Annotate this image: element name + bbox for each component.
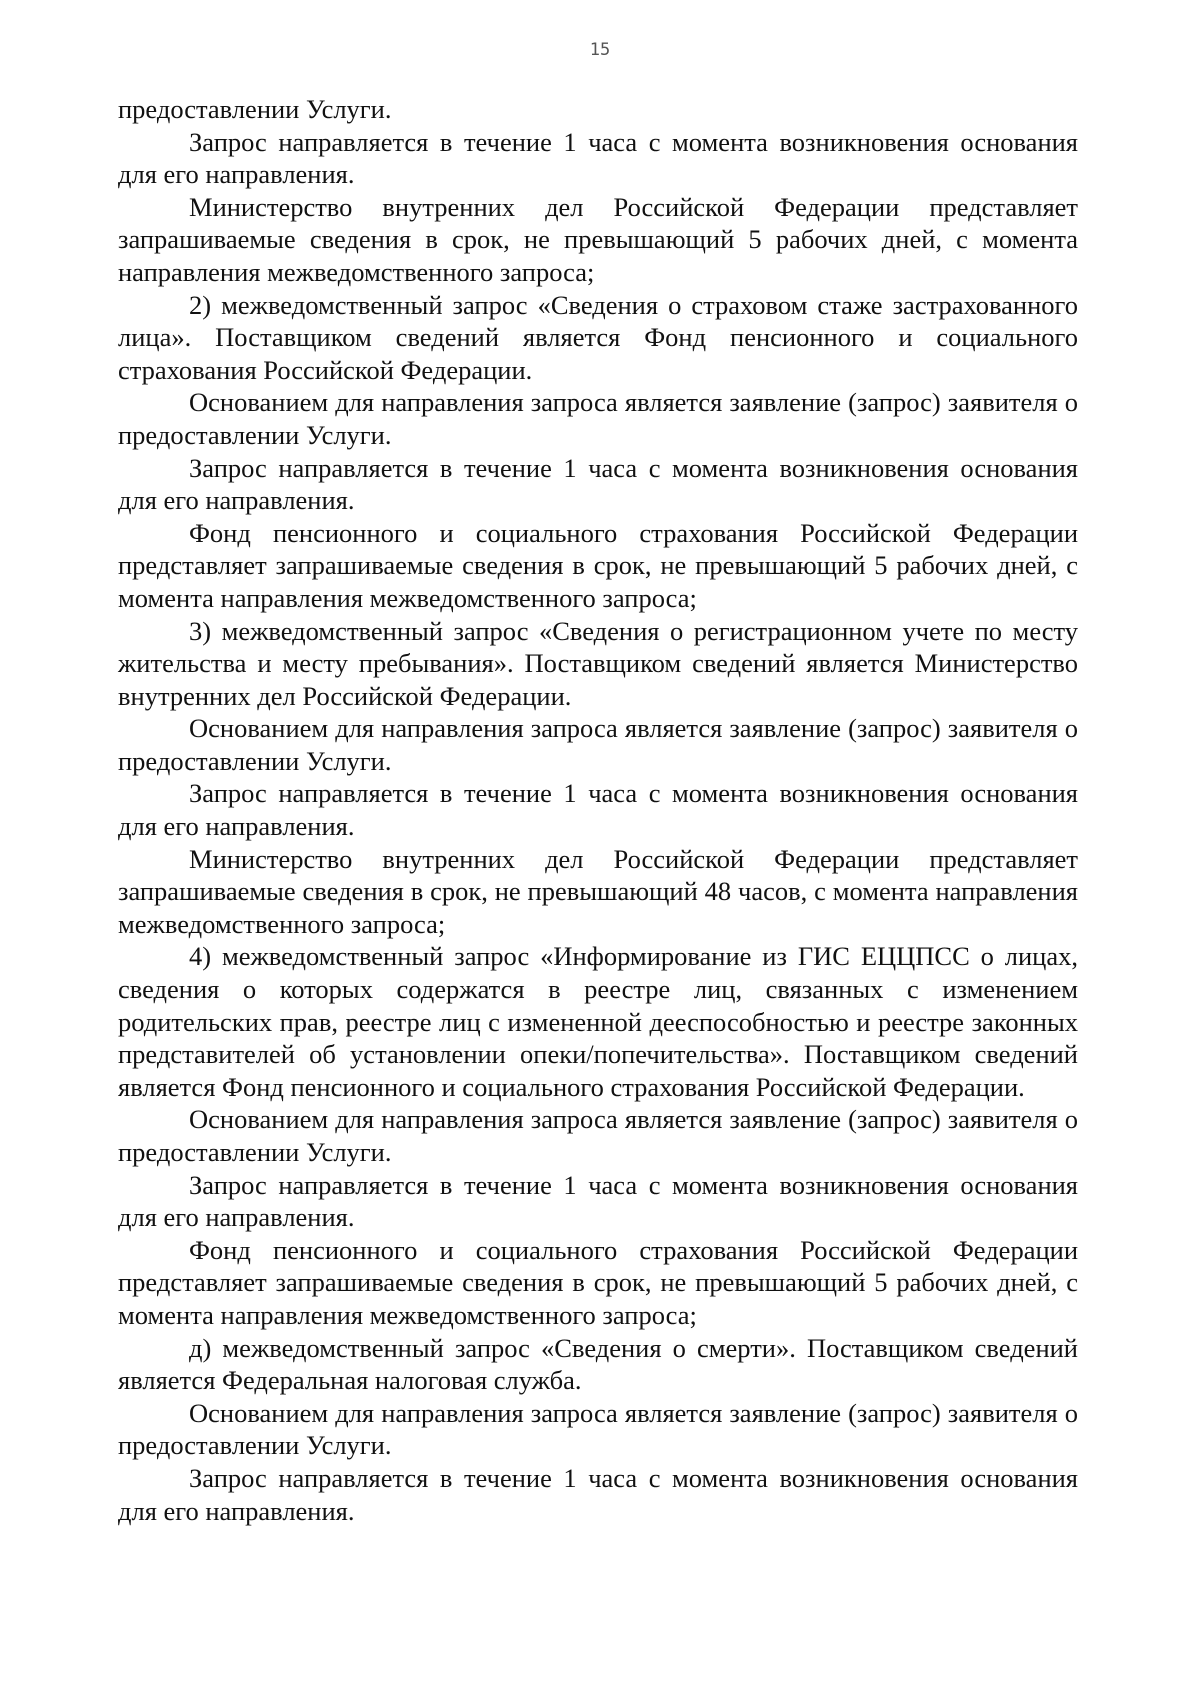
paragraph: 2) межведомственный запрос «Сведения о страховом стаже застрахованного лица». Поставщиком сведений является Фонд пенсионного и социального страхования Российской Федерации. [118,289,1078,385]
paragraph: Министерство внутренних дел Российской Федерации представляет запрашиваемые сведения в срок, не превышающий 5 рабочих дней, с момента направления межведомственного запроса; [118,191,1078,287]
paragraph: Основанием для направления запроса является заявление (запрос) заявителя о предоставлении Услуги. [118,713,1078,776]
paragraph: 3) межведомственный запрос «Сведения о регистрационном учете по месту жительства и месту пребывания». Поставщиком сведений является Министерство внутренних дел Российской Федерации. [118,615,1078,711]
paragraph: Запрос направляется в течение 1 часа с момента возникновения основания для его направления. [118,1169,1078,1233]
paragraph: Основанием для направления запроса является заявление (запрос) заявителя о предоставлении Услуги. [118,1104,1078,1167]
paragraph: Основанием для направления запроса является заявление (запрос) заявителя о предоставлении Услуги. [118,387,1078,450]
paragraph: Запрос направляется в течение 1 часа с момента возникновения основания для его направления. [118,126,1078,190]
paragraph: Фонд пенсионного и социального страхования Российской Федерации представляет запрашиваемые сведения в срок, не превышающий 5 рабочих дней, с момента направления межведомственного запроса; [118,1234,1078,1330]
paragraph: Запрос направляется в течение 1 часа с момента возникновения основания для его направления. [118,452,1078,516]
paragraph: д) межведомственный запрос «Сведения о смерти». Поставщиком сведений является Федеральная налоговая служба. [118,1332,1078,1396]
page-number: 15 [589,40,611,60]
paragraph: предоставлении Услуги. [118,94,392,124]
paragraph: Запрос направляется в течение 1 часа с момента возникновения основания для его направления. [118,1462,1078,1526]
paragraph: Основанием для направления запроса является заявление (запрос) заявителя о предоставлении Услуги. [118,1397,1078,1461]
paragraph: Фонд пенсионного и социального страхования Российской Федерации представляет запрашиваемые сведения в срок, не превышающий 5 рабочих дней, с момента направления межведомственного запроса; [118,517,1078,613]
paragraph: Запрос направляется в течение 1 часа с момента возникновения основания для его направления. [118,778,1078,842]
document-body [118,93,1078,1527]
paragraph: Министерство внутренних дел Российской Федерации представляет запрашиваемые сведения в срок, не превышающий 48 часов, с момента направления межведомственного запроса; [118,843,1078,939]
paragraph: 4) межведомственный запрос «Информирование из ГИС ЕЦЦПСС о лицах, сведения о которых содержатся в реестре лиц, связанных с изменением родительских прав, реестре лиц с измененной дееспособностью и реестре законных представителей об установлении опеки/попечительства». Поставщиком сведений является Фонд пенсионного и социального страхования Российской Федерации. [118,941,1078,1102]
